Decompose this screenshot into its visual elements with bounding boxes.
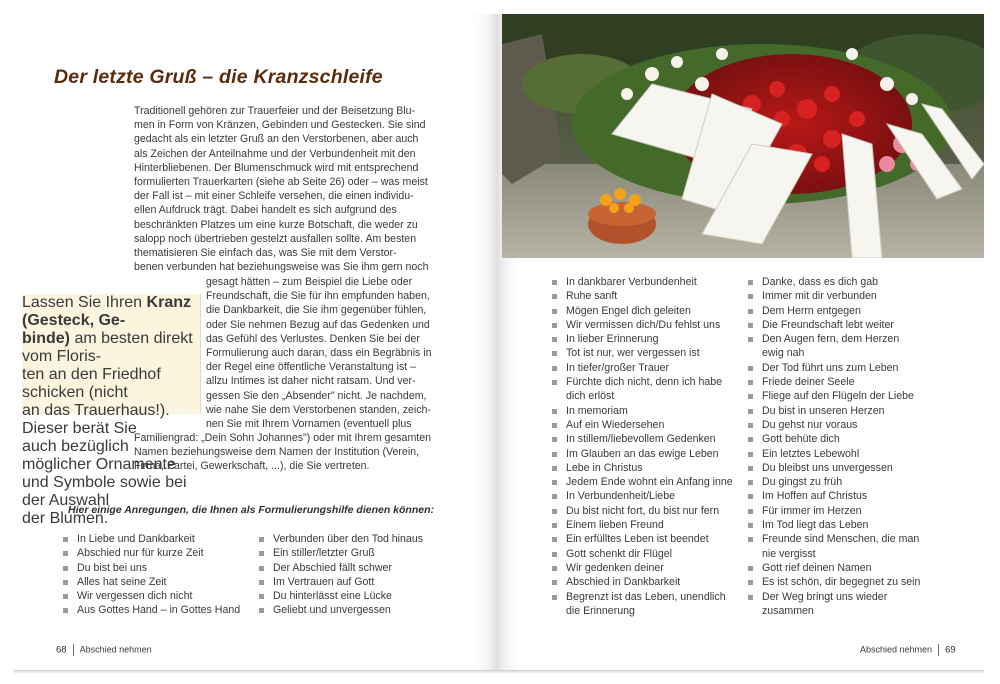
suggestion-list-left-2: [258, 532, 423, 618]
list-item: Im Vertrauen auf Gott: [258, 575, 423, 589]
list-item: In lieber Erinnerung: [551, 332, 733, 346]
list-item: Freunde sind Menschen, die man nie vergisst: [747, 532, 920, 561]
body-text-line: nen Sie mit Ihrem Vornamen (eventuell plus: [206, 418, 412, 431]
list-item: In memoriam: [551, 404, 733, 418]
list-item: Für immer im Herzen: [747, 504, 920, 518]
list-item: Aus Gottes Hand – in Gottes Hand: [62, 603, 240, 617]
body-text-line: das Gefühl des Verlustes. Denken Sie bei der: [206, 332, 420, 345]
body-text-line: beschränkten Platzes um eine kurze Botschaft, die weder zu: [134, 218, 418, 231]
page-shadow: [14, 670, 984, 674]
info-text-line: der Blumen.: [22, 510, 109, 527]
list-item: Begrenzt ist das Leben, unendlich die Erinnerung: [551, 590, 733, 619]
body-text-line: formulierten Trauerkarten (siehe ab Seite 26) oder – was meist: [134, 176, 428, 189]
list-item: Der Abschied fällt schwer: [258, 561, 423, 575]
body-text-line: Traditionell gehören zur Trauerfeier und der Beisetzung Blu-: [134, 105, 416, 117]
list-item: Du bist nicht fort, du bist nur fern: [551, 504, 733, 518]
suggestions-heading: Hier einige Anregungen, die Ihnen als Formulierungshilfe dienen können:: [68, 504, 434, 516]
list-item: Der Weg bringt uns wieder zusammen: [747, 590, 920, 619]
info-text-line: und Symbole sowie bei der Auswahl: [22, 474, 187, 509]
list-item: Tot ist nur, wer vergessen ist: [551, 346, 733, 360]
footer-label: Abschied nehmen: [860, 644, 933, 655]
body-text-line: Familiengrad: „Dein Sohn Johannes") oder mit Ihrem gesamten: [134, 432, 431, 444]
list-item: Auf ein Wiedersehen: [551, 418, 733, 432]
body-text-line: ellen Aufdruck trägt. Dabei handelt es sich aufgrund des: [134, 204, 397, 217]
list-item: Gott schenkt dir Flügel: [551, 547, 733, 561]
list-item: Du gehst nur voraus: [747, 418, 920, 432]
list-item: Dem Herrn entgegen: [747, 304, 920, 318]
body-text-line: Hinterbliebenen. Der Blumenschmuck wird mit entsprechend: [134, 161, 419, 174]
list-item: In Liebe und Dankbarkeit: [62, 532, 240, 546]
list-item: Fürchte dich nicht, denn ich habe dich erlöst: [551, 375, 733, 404]
body-text-line: men in Form von Kränzen, Gebinden und Gestecken. Sie sind: [134, 119, 426, 132]
list-item: Abschied in Dankbarkeit: [551, 575, 733, 589]
info-bold-text: binde): [22, 330, 70, 347]
list-item: Jedem Ende wohnt ein Anfang inne: [551, 475, 733, 489]
body-text-line: Formulierung auch daran, dass ein Begräbnis in: [206, 347, 432, 360]
list-item: Danke, dass es dich gab: [747, 275, 920, 289]
body-text-line: oder Sie nehmen Bezug auf das Gedenken und: [206, 318, 430, 331]
list-item: Abschied nur für kurze Zeit: [62, 546, 240, 560]
info-text-line: ten an den Friedhof schicken (nicht: [22, 366, 161, 401]
list-item: Mögen Engel dich geleiten: [551, 304, 733, 318]
list-item: Ein erfülltes Leben ist beendet: [551, 532, 733, 546]
list-item: Ein letztes Lebewohl: [747, 447, 920, 461]
list-item: Ruhe sanft: [551, 289, 733, 303]
list-item: Gott behüte dich: [747, 432, 920, 446]
body-text-line: gessen Sie den „Absender" nicht. Je nachdem,: [206, 389, 427, 402]
body-text-line: als Zeichen der Anteilnahme und der Verbundenheit mit den: [134, 147, 416, 160]
list-item: Du hinterlässt eine Lücke: [258, 589, 423, 603]
page-title: Der letzte Gruß – die Kranzschleife: [54, 66, 383, 88]
footer-divider: [938, 644, 939, 656]
body-text-middle: [206, 275, 460, 431]
list-item: Die Freundschaft lebt weiter: [747, 318, 920, 332]
list-item: Lebe in Christus: [551, 461, 733, 475]
list-item: Im Tod liegt das Leben: [747, 518, 920, 532]
body-text-line: die Dankbarkeit, die Sie ihm gegenüber fühlen,: [206, 304, 427, 317]
page-number: 69: [945, 644, 956, 656]
page-number: 68: [56, 644, 67, 656]
list-item: Wir gedenken deiner: [551, 561, 733, 575]
list-item: Der Tod führt uns zum Leben: [747, 361, 920, 375]
body-text-line: wie nahe Sie dem Verstorbenen standen, zeich-: [206, 403, 431, 416]
body-text-line: der Fall ist – mit einer Schleife versehen, die einen individu-: [134, 190, 414, 203]
list-item: Du gingst zu früh: [747, 475, 920, 489]
body-text-line: allzu Intimes ist daher nicht ratsam. Und ver-: [206, 375, 416, 388]
suggestion-list-right-1: [551, 275, 733, 618]
info-text: am besten direkt vom Floris-: [22, 330, 193, 365]
footer-left: [56, 644, 152, 656]
body-text-line: salopp noch übertrieben gestelzt ausfallen sollte. Am besten: [134, 232, 417, 245]
body-text-line: thematisieren Sie einfach das, was Sie mit dem Verstor-: [134, 247, 397, 260]
list-item: Alles hat seine Zeit: [62, 575, 240, 589]
body-text-line: Firma, Partei, Gewerkschaft, ...), die Sie vertreten.: [134, 460, 370, 473]
body-text-top: [134, 104, 460, 274]
list-item: Den Augen fern, dem Herzen ewig nah: [747, 332, 920, 361]
suggestion-list-left-1: [62, 532, 240, 618]
list-item: Es ist schön, dir begegnet zu sein: [747, 575, 920, 589]
list-item: Wir vermissen dich/Du fehlst uns: [551, 318, 733, 332]
suggestion-list-right-2: [747, 275, 920, 618]
footer-label: Abschied nehmen: [79, 644, 152, 655]
info-bold-text: Kranz (Gesteck, Ge-: [22, 294, 191, 329]
body-text-line: Freundschaft, die Sie für ihn empfunden haben,: [206, 290, 430, 303]
body-text-line: der Regel eine öffentliche Veranstaltung ist –: [206, 361, 417, 374]
info-text-line: an das Trauerhaus!). Dieser berät Sie: [22, 402, 170, 437]
list-item: In dankbarer Verbundenheit: [551, 275, 733, 289]
footer-right: [860, 644, 956, 656]
list-item: Du bist bei uns: [62, 561, 240, 575]
list-item: Fliege auf den Flügeln der Liebe: [747, 389, 920, 403]
info-box: [22, 294, 201, 527]
body-text-line: gedacht als ein letzter Gruß an den Verstorbenen, aber auch: [134, 133, 419, 146]
list-item: Verbunden über den Tod hinaus: [258, 532, 423, 546]
list-item: Im Hoffen auf Christus: [747, 489, 920, 503]
grave-wreath-photo: [502, 14, 984, 258]
list-item: Friede deiner Seele: [747, 375, 920, 389]
body-text-line: benen verbunden hat beziehungsweise was Sie ihm gern noch: [134, 261, 429, 274]
list-item: Geliebt und unvergessen: [258, 603, 423, 617]
list-item: Wir vergessen dich nicht: [62, 589, 240, 603]
list-item: Einem lieben Freund: [551, 518, 733, 532]
list-item: In tiefer/großer Trauer: [551, 361, 733, 375]
list-item: In Verbundenheit/Liebe: [551, 489, 733, 503]
list-item: Gott rief deinen Namen: [747, 561, 920, 575]
info-text: Lassen Sie Ihren: [22, 294, 147, 311]
list-item: Immer mit dir verbunden: [747, 289, 920, 303]
list-item: In stillem/liebevollem Gedenken: [551, 432, 733, 446]
list-item: Ein stiller/letzter Gruß: [258, 546, 423, 560]
list-item: Im Glauben an das ewige Leben: [551, 447, 733, 461]
body-text-line: Namen beziehungsweise dem Namen der Institution (Verein,: [134, 446, 420, 459]
list-item: Du bleibst uns unvergessen: [747, 461, 920, 475]
info-text-line: auch bezüglich möglicher Ornamente: [22, 438, 176, 473]
body-text-line: gesagt hätten – zum Beispiel die Liebe oder: [206, 276, 413, 288]
list-item: Du bist in unseren Herzen: [747, 404, 920, 418]
footer-divider: [73, 644, 74, 656]
